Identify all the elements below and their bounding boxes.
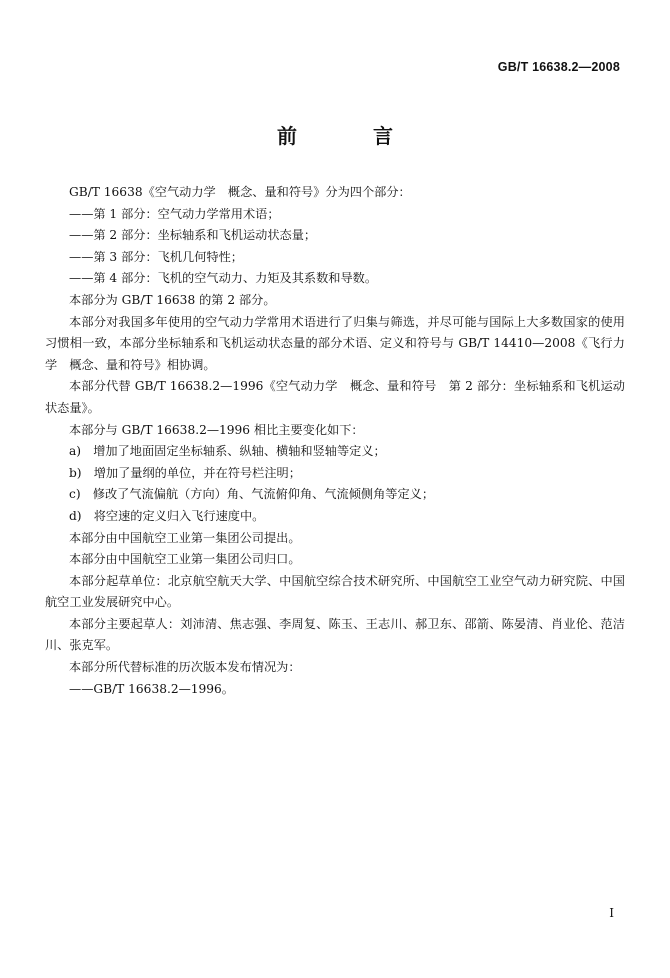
- list-item-part-2: ——第 2 部分：坐标轴系和飞机运动状态量；: [69, 228, 317, 243]
- paragraph-intro: GB/T 16638《空气动力学 概念、量和符号》分为四个部分：: [69, 185, 411, 199]
- paragraph-changes-intro: 本部分与 GB/T 16638.2—1996 相比主要变化如下：: [69, 422, 364, 437]
- list-item-part-3: ——第 3 部分：飞机几何特性；: [69, 249, 243, 264]
- paragraph-previous-editions: 本部分所代替标准的历次版本发布情况为：: [69, 660, 301, 675]
- paragraph-proposed-by: 本部分由中国航空工业第一集团公司提出。: [69, 530, 301, 545]
- list-item-part-4: ——第 4 部分：飞机的空气动力、力矩及其系数和导数。: [69, 271, 378, 286]
- change-item-d: d) 将空速的定义归入飞行速度中。: [69, 508, 265, 523]
- paragraph-part-statement: 本部分为 GB/T 16638 的第 2 部分。: [69, 292, 276, 307]
- previous-edition-item: ——GB/T 16638.2—1996。: [69, 681, 234, 696]
- foreword-body: [45, 182, 625, 700]
- change-item-c: c) 修改了气流偏航（方向）角、气流俯仰角、气流倾侧角等定义；: [69, 487, 435, 502]
- change-item-b: b) 增加了量纲的单位，并在符号栏注明；: [69, 465, 301, 480]
- paragraph-drafters: 本部分主要起草人：刘沛清、焦志强、李周复、陈玉、王志川、郝卫东、邵箭、陈晏清、肖业伦、范洁川、张克军。: [45, 616, 625, 653]
- page-title: 前 言: [277, 124, 421, 148]
- paragraph-scope: 本部分对我国多年使用的空气动力学常用术语进行了归集与筛选，并尽可能与国际上大多数国家的使用习惯相一致，本部分坐标轴系和飞机运动状态量的部分术语、定义和符号与 GB/T 14410—2008《飞行力学 概念、量和符号》相协调。: [45, 314, 625, 372]
- standard-number-header: GB/T 16638.2—2008: [497, 60, 620, 74]
- list-item-part-1: ——第 1 部分：空气动力学常用术语；: [69, 206, 280, 221]
- paragraph-centralized-by: 本部分由中国航空工业第一集团公司归口。: [69, 552, 301, 567]
- paragraph-drafting-units: 本部分起草单位：北京航空航天大学、中国航空综合技术研究所、中国航空工业空气动力研究院、中国航空工业发展研究中心。: [45, 573, 625, 610]
- change-item-a: a) 增加了地面固定坐标轴系、纵轴、横轴和竖轴等定义；: [69, 444, 386, 459]
- page-number: I: [609, 906, 614, 920]
- paragraph-replaces: 本部分代替 GB/T 16638.2—1996《空气动力学 概念、量和符号 第 2 部分：坐标轴系和飞机运动状态量》。: [45, 379, 625, 415]
